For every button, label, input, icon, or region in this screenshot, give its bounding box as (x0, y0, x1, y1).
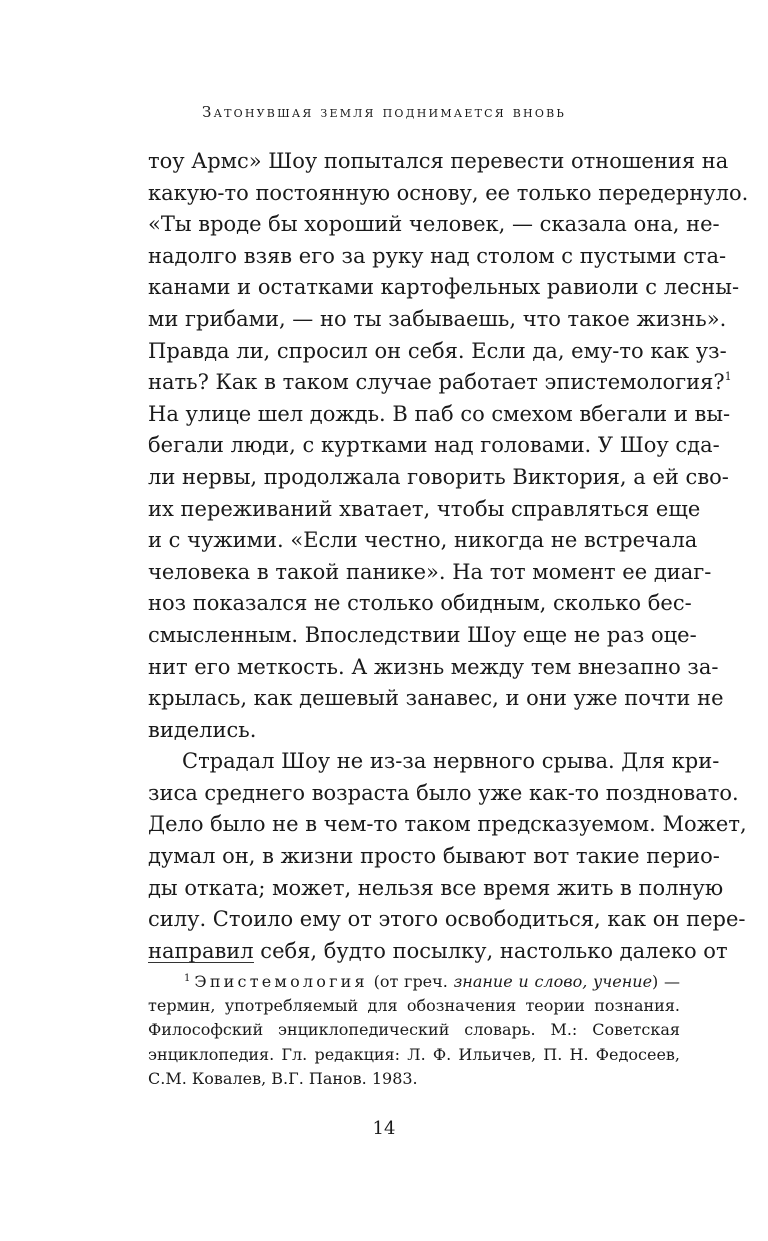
footnote (148, 970, 680, 1091)
text-line: ноз показался не столько обидным, сколько бес- (148, 591, 692, 616)
text-line: смысленным. Впоследствии Шоу еще не раз оце- (148, 622, 697, 647)
text-line: ми грибами, — но ты забываешь, что такое жизнь». (148, 306, 727, 331)
footnote-line: энциклопедия. Гл. редакция: Л. Ф. Ильичев, П. Н. Федосеев, (148, 1044, 680, 1064)
footnote-line: термин, употребляемый для обозначения теории познания. (148, 996, 680, 1016)
footnote-text: ) — (652, 972, 681, 991)
text-line: ли нервы, продолжала говорить Виктория, а ей сво- (148, 464, 729, 489)
footnote-first-line (148, 970, 680, 994)
text-line: человека в такой панике». На тот момент ее диаг- (148, 559, 712, 584)
text-line: зиса среднего возраста было уже как-то поздновато. (148, 780, 739, 805)
text-line-paragraph-end: виделись. (148, 717, 257, 742)
text-line: крылась, как дешевый занавес, и они уже почти не (148, 686, 724, 711)
text-line-paragraph-start: Страдал Шоу не из-за нервного срыва. Для кри- (182, 749, 720, 774)
text-line: Дело было не в чем-то таком предсказуемом. Может, (148, 812, 747, 837)
text-line-with-footnote-ref (148, 367, 732, 399)
footnote-term: Эпистемология (194, 972, 368, 991)
footnote-text: (от греч. (373, 972, 448, 991)
text-line: какую-то постоянную основу, ее только передернуло. (148, 180, 749, 205)
main-text (148, 146, 749, 967)
text-line: «Ты вроде бы хороший человек, — сказала она, не- (148, 212, 720, 237)
text-line: тоу Армс» Шоу попытался перевести отношения на (148, 149, 729, 173)
text-line: думал он, в жизни просто бывают вот такие перио- (148, 844, 720, 869)
running-head: Затонувшая земля поднимается вновь (202, 103, 566, 121)
footnote-number: 1 (184, 973, 191, 984)
footnote-reference[interactable]: 1 (724, 370, 732, 384)
text-line: На улице шел дождь. В паб со смехом вбегали и вы- (148, 401, 731, 426)
text-line: бегали люди, с куртками над головами. У Шоу сда- (148, 433, 720, 458)
footnote-line: С.М. Ковалев, В.Г. Панов. 1983. (148, 1068, 418, 1088)
text-line: Правда ли, спросил он себя. Если да, ему-то как уз- (148, 338, 727, 363)
footnote-divider (148, 962, 254, 963)
text-line: нит его меткость. А жизнь между тем внезапно за- (148, 654, 719, 679)
footnote-italic-text: знание и слово, учение (453, 972, 653, 991)
text-line: их переживаний хватает, чтобы справляться еще (148, 496, 701, 521)
text-line-content: нать? Как в таком случае работает эпистемология? (148, 370, 725, 395)
footnote-line: Философский энциклопедический словарь. М.: Советская (148, 1020, 680, 1040)
text-line: и с чужими. «Если честно, никогда не встречала (148, 528, 698, 553)
text-line: надолго взяв его за руку над столом с пустыми ста- (148, 243, 727, 268)
text-line: направил себя, будто посылку, настолько далеко от (148, 938, 728, 963)
text-line: канами и остатками картофельных равиоли с лесны- (148, 275, 740, 300)
text-line: силу. Стоило ему от этого освободиться, как он пере- (148, 907, 746, 932)
page-number: 14 (372, 1118, 396, 1139)
text-line: ды отката; может, нельзя все время жить в полную (148, 875, 724, 900)
